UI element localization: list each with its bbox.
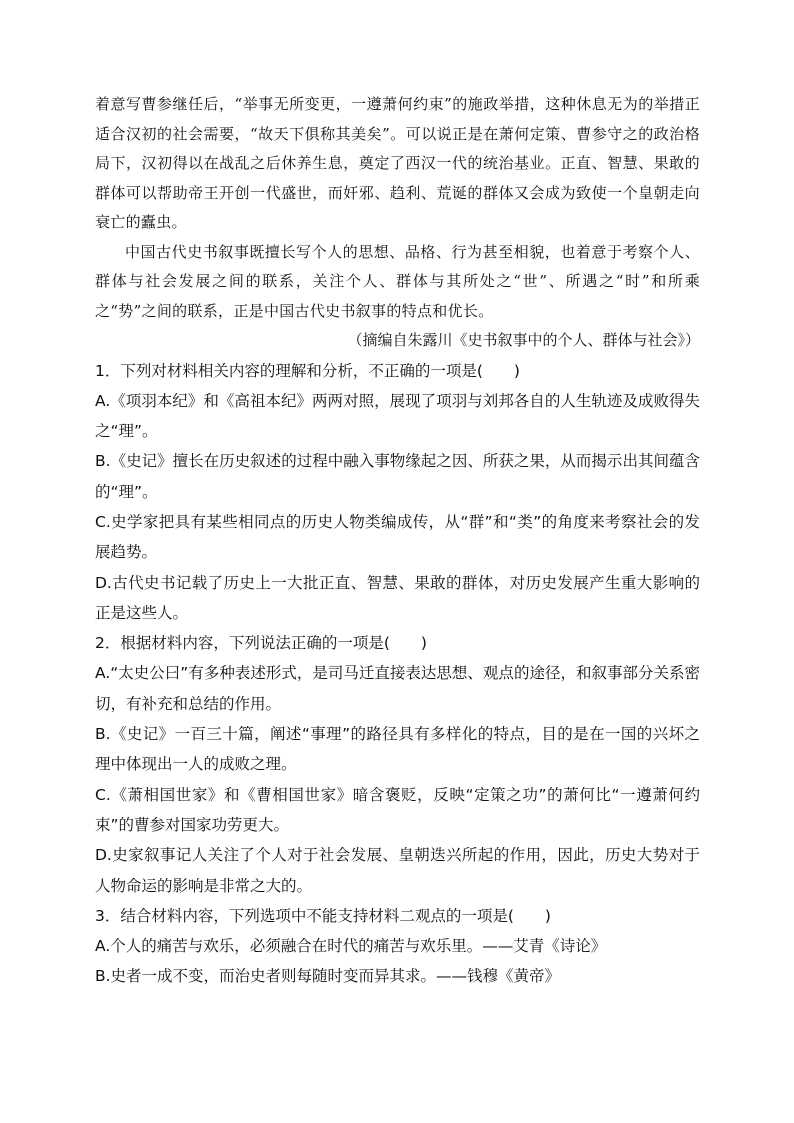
option-a: A.《项羽本纪》和《高祖本纪》两两对照，展现了项羽与刘邦各自的人生轨迹及成败得失之“理”。 (95, 391, 700, 441)
option-c: C.《萧相国世家》和《曹相国世家》暗含褒贬，反映“定策之功”的萧何比“一遵萧何约束”的曹参对国家功劳更大。 (95, 785, 700, 834)
option-b: B.《史记》擅长在历史叙述的过程中融入事物缘起之因、所获之果，从而揭示出其间蕴含的“理”。 (95, 452, 700, 501)
passage-source: （摘编自朱露川《史书叙事中的个人、群体与社会》） (347, 331, 700, 349)
option-d: D.古代史书记载了历史上一大批正直、智慧、果敢的群体，对历史发展产生重大影响的正是这些人。 (95, 573, 700, 622)
document-page (95, 90, 700, 992)
option-c: C.史学家把具有某些相同点的历史人物类编成传，从“群”和“类”的角度来考察社会的发展趋势。 (95, 512, 700, 562)
option-b: B.《史记》一百三十篇，阐述“事理”的路径具有多样化的特点，目的是在一国的兴坏之理中体现出一人的成败之理。 (95, 725, 700, 774)
question-1 (95, 356, 700, 629)
question-stem: 3．结合材料内容，下列选项中不能支持材料二观点的一项是( ) (95, 906, 551, 925)
question-stem: 2．根据材料内容，下列说法正确的一项是( ) (95, 634, 427, 653)
question-2 (95, 628, 700, 901)
passage-paragraph-1: 着意写曹参继任后，“举事无所变更，一遵萧何约束”的施政举措，这种休息无为的举措正适合汉初的社会需要，“故天下俱称其美矣”。可以说正是在萧何定策、曹参守之的政治格局下，汉初得以在战乱之后休养生息，奠定了西汉一代的统治基业。正直、智慧、果敢的群体可以帮助帝王开创一代盛世，而奸邪、趋利、荒诞的群体又会成为致使一个皇朝走向衰亡的蠹虫。 (95, 95, 700, 231)
option-b: B.史者一成不变，而治史者则每随时变而异其求。——钱穆《黄帝》 (95, 967, 561, 986)
option-a: A.个人的痛苦与欢乐，必须融合在时代的痛苦与欢乐里。——艾青《诗论》 (95, 937, 607, 956)
question-stem: 1．下列对材料相关内容的理解和分析，不正确的一项是( ) (95, 361, 520, 380)
option-d: D.史家叙事记人关注了个人对于社会发展、皇朝迭兴所起的作用，因此，历史大势对于人物命运的影响是非常之大的。 (95, 846, 700, 895)
passage-paragraph-2: 中国古代史书叙事既擅长写个人的思想、品格、行为甚至相貌，也着意于考察个人、群体与社会发展之间的联系，关注个人、群体与其所处之“世”、所遇之“时”和所乘之“势”之间的联系，正是中国古代史书叙事的特点和优长。 (95, 242, 700, 320)
option-a: A.“太史公曰”有多种表述形式，是司马迁直接表达思想、观点的途径，和叙事部分关系密切，有补充和总结的作用。 (95, 664, 700, 713)
question-3 (95, 901, 700, 992)
